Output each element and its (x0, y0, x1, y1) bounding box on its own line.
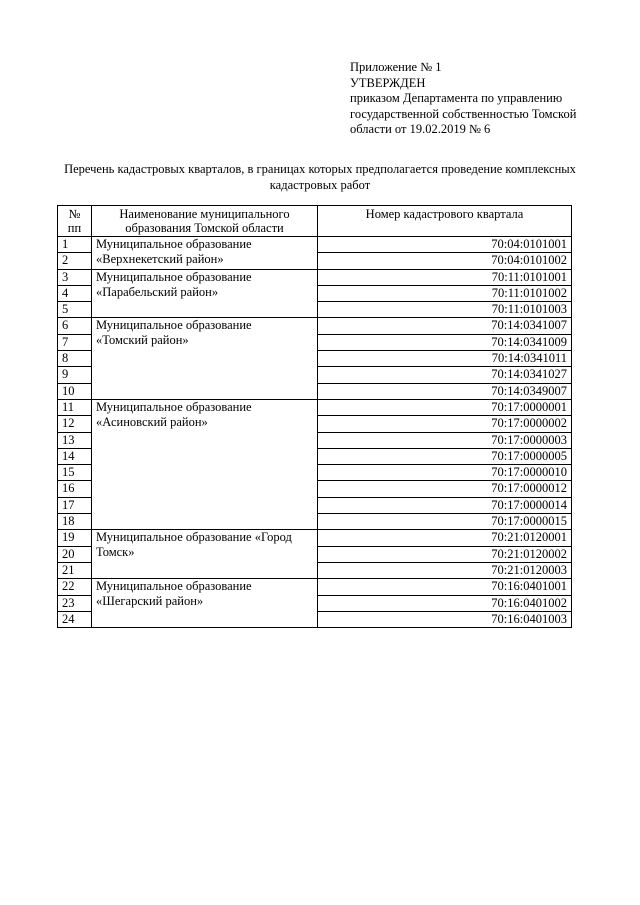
row-number: 8 (58, 351, 92, 367)
row-number: 15 (58, 465, 92, 481)
appendix-number: Приложение № 1 (350, 60, 442, 74)
cadastral-number: 70:14:0341009 (318, 334, 572, 350)
municipality-name-line: Муниципальное образование «Город (96, 530, 292, 545)
cadastral-number: 70:21:0120001 (318, 530, 572, 546)
cadastral-number: 70:14:0341027 (318, 367, 572, 383)
header-number-line: № (68, 207, 81, 221)
approval-order-date: области от 19.02.2019 № 6 (350, 122, 491, 136)
row-number: 5 (58, 302, 92, 318)
cadastral-number: 70:16:0401001 (318, 579, 572, 595)
row-number: 9 (58, 367, 92, 383)
header-municipality (92, 206, 318, 237)
row-number: 3 (58, 269, 92, 285)
cadastral-number: 70:04:0101001 (318, 237, 572, 253)
municipality-name-line: «Парабельский район» (96, 284, 219, 299)
municipality-name (92, 530, 318, 579)
row-number: 13 (58, 432, 92, 448)
municipality-name (92, 399, 318, 529)
municipality-name (92, 237, 318, 270)
cadastral-number: 70:11:0101003 (318, 302, 572, 318)
municipality-name-line: Муниципальное образование (96, 237, 252, 251)
municipality-name-line: «Верхнекетский район» (96, 252, 224, 266)
municipality-name-line: Муниципальное образование (96, 399, 252, 414)
table-row (58, 318, 572, 334)
row-number: 14 (58, 448, 92, 464)
approved-label: УТВЕРЖДЕН (350, 75, 426, 90)
municipality-name (92, 318, 318, 399)
document-title (40, 161, 600, 193)
row-number: 18 (58, 514, 92, 530)
row-number: 19 (58, 530, 92, 546)
municipality-name-line: Томск» (96, 545, 135, 560)
cadastral-number: 70:21:0120003 (318, 562, 572, 578)
table-row (58, 530, 572, 546)
cadastral-number: 70:14:0349007 (318, 383, 572, 399)
cadastral-quarters-table (57, 205, 572, 628)
municipality-name (92, 579, 318, 628)
cadastral-number: 70:16:0401002 (318, 595, 572, 611)
approval-block (350, 60, 600, 138)
row-number: 10 (58, 383, 92, 399)
cadastral-number: 70:14:0341007 (318, 318, 572, 334)
row-number: 24 (58, 611, 92, 627)
document-title-line: кадастровых работ (269, 178, 371, 192)
municipality-name (92, 269, 318, 318)
row-number: 20 (58, 546, 92, 562)
cadastral-number: 70:17:0000001 (318, 399, 572, 415)
document-title-line: Перечень кадастровых кварталов, в границах которых предполагается проведение комплексных (64, 162, 576, 176)
row-number: 1 (58, 237, 92, 253)
table-row (58, 579, 572, 595)
table-header-row (58, 206, 572, 237)
row-number: 4 (58, 285, 92, 301)
row-number: 22 (58, 579, 92, 595)
cadastral-number: 70:21:0120002 (318, 546, 572, 562)
approval-order-line: государственной собственностью Томской (350, 106, 577, 121)
municipality-name-line: Муниципальное образование (96, 269, 252, 284)
header-municipality-line: Наименование муниципального (119, 207, 290, 221)
municipality-name-line: Муниципальное образование (96, 318, 252, 333)
municipality-name-line: «Асиновский район» (96, 414, 208, 429)
cadastral-number: 70:17:0000002 (318, 416, 572, 432)
row-number: 16 (58, 481, 92, 497)
cadastral-number: 70:17:0000003 (318, 432, 572, 448)
header-number-line: пп (67, 221, 82, 235)
row-number: 12 (58, 416, 92, 432)
table-row (58, 269, 572, 285)
table-row (58, 399, 572, 415)
municipality-name-line: «Томский район» (96, 333, 189, 348)
approval-order-line: приказом Департамента по управлению (350, 91, 563, 105)
header-municipality-line: образования Томской области (125, 221, 284, 235)
header-number (58, 206, 92, 237)
cadastral-number: 70:17:0000010 (318, 465, 572, 481)
cadastral-number: 70:04:0101002 (318, 253, 572, 269)
row-number: 11 (58, 399, 92, 415)
cadastral-number: 70:17:0000014 (318, 497, 572, 513)
row-number: 7 (58, 334, 92, 350)
cadastral-number: 70:11:0101001 (318, 269, 572, 285)
cadastral-number: 70:16:0401003 (318, 611, 572, 627)
municipality-name-line: «Шегарский район» (96, 594, 204, 609)
table-body (58, 237, 572, 628)
cadastral-number: 70:14:0341011 (318, 351, 572, 367)
row-number: 17 (58, 497, 92, 513)
table-row (58, 237, 572, 253)
cadastral-number: 70:17:0000012 (318, 481, 572, 497)
municipality-name-line: Муниципальное образование (96, 579, 252, 594)
row-number: 21 (58, 562, 92, 578)
header-cadastral-number: Номер кадастрового квартала (318, 206, 572, 237)
cadastral-number: 70:17:0000005 (318, 448, 572, 464)
row-number: 2 (58, 253, 92, 269)
row-number: 6 (58, 318, 92, 334)
cadastral-number: 70:11:0101002 (318, 285, 572, 301)
row-number: 23 (58, 595, 92, 611)
cadastral-number: 70:17:0000015 (318, 514, 572, 530)
